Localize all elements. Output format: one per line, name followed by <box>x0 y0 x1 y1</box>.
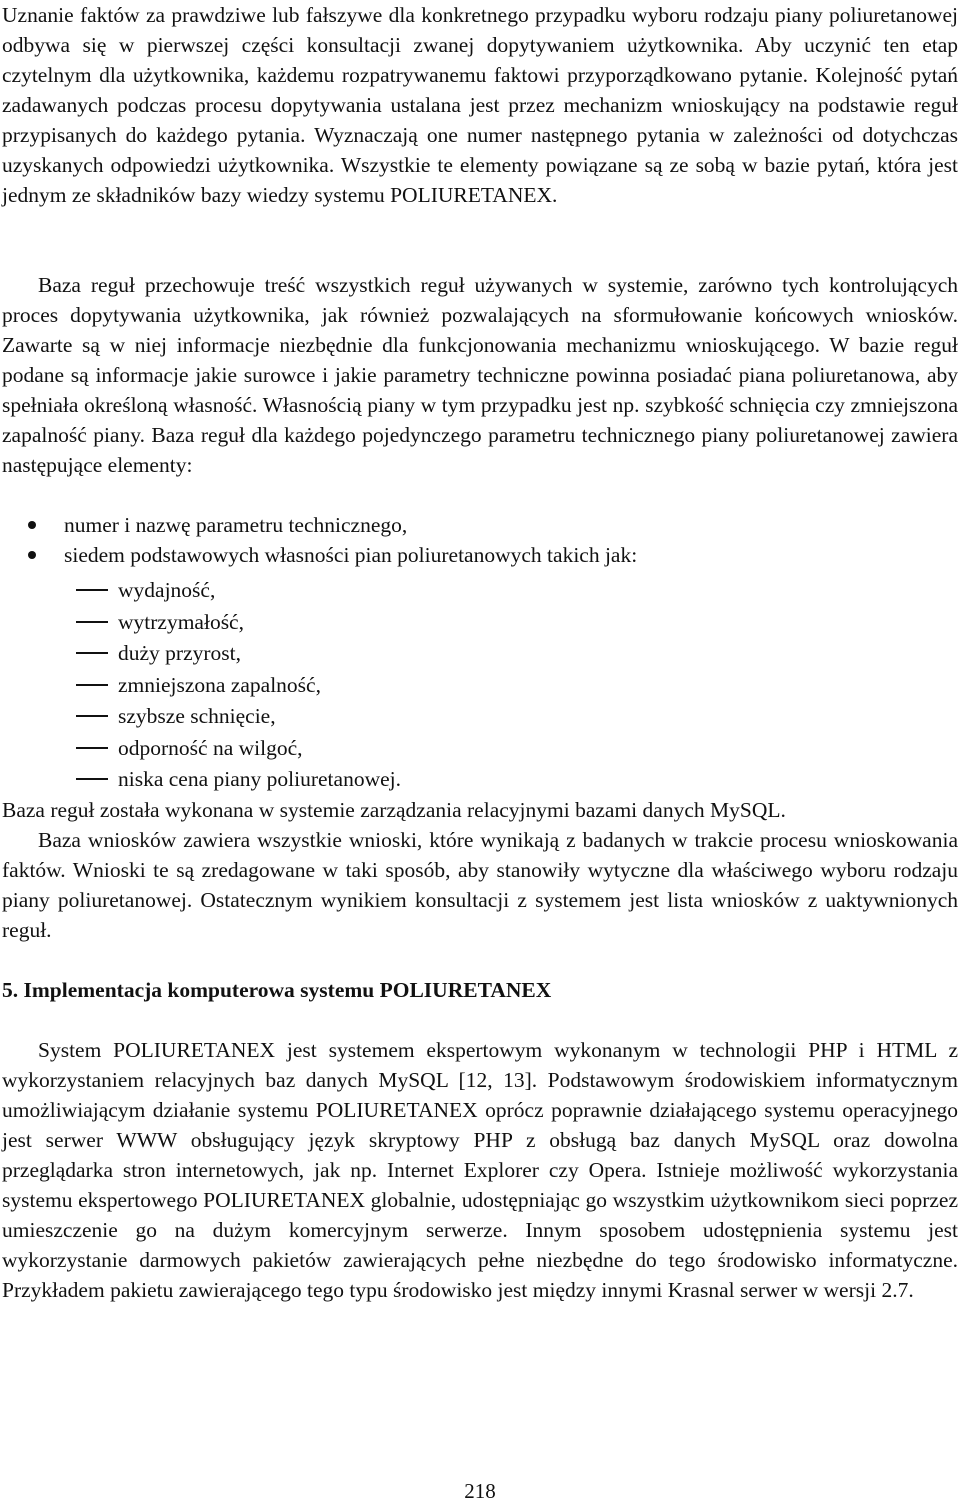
dash-icon <box>76 621 108 623</box>
section-heading: 5. Implementacja komputerowa systemu POLIURETANEX <box>2 978 552 1002</box>
dash-icon <box>76 684 108 686</box>
dash-icon <box>76 715 108 717</box>
list-item <box>0 638 960 670</box>
list-item <box>0 733 960 765</box>
dash-icon <box>76 778 108 780</box>
dash-icon <box>76 747 108 749</box>
paragraph-implementation: System POLIURETANEX jest systemem ekspertowym wykonanym w technologii PHP i HTML z wykorzystaniem relacyjnych baz danych MySQL [12, 13]. Podstawowym środowiskiem informatycznym umożliwiającym działanie systemu POLIURETANEX oprócz poprawnie działającego systemu operacyjnego jest serwer WWW obsługujący język skryptowy PHP z obsługą baz danych MySQL oraz dowolna przeglądarka stron internetowych, jak np. Internet Explorer czy Opera. Istnieje możliwość wykorzystania systemu ekspertowego POLIURETANEX globalnie, udostępniając go wszystkim użytkownikom sieci poprzez umieszczenie go na dużym komercyjnym serwerze. Innym sposobem udostępnienia systemu jest wykorzystanie darmowych pakietów zawierających pełne niezbędne do tego środowisko informatyczne. Przykładem pakietu zawierającego tego typu środowisko jest między innymi Krasnal serwer w wersji 2.7. <box>2 1038 958 1302</box>
list-item-text: zmniejszona zapalność, <box>118 672 321 697</box>
list-item-text: niska cena piany poliuretanowej. <box>118 767 401 791</box>
bullet-icon <box>28 551 36 559</box>
list-item <box>0 510 960 540</box>
bullet-icon <box>28 521 36 529</box>
paragraph-conclusion-base: Baza wniosków zawiera wszystkie wnioski, które wynikają z badanych w trakcie procesu wnioskowania faktów. Wnioski te są zredagowane w taki sposób, aby stanowiły wytyczne dla właściwego wyboru rodzaju piany poliuretanowej. Ostatecznym wynikiem konsultacji z systemem jest lista wniosków z uaktywnionych reguł. <box>2 828 958 942</box>
list-item <box>0 575 960 607</box>
paragraph-mysql: Baza reguł została wykonana w systemie zarządzania relacyjnymi bazami danych MySQL. <box>2 798 786 822</box>
dash-icon <box>76 652 108 654</box>
list-item-text: wytrzymałość, <box>118 609 244 634</box>
list-item-text: siedem podstawowych własności pian poliuretanowych takich jak: <box>64 543 638 567</box>
list-item <box>0 607 960 639</box>
list-item <box>0 670 960 702</box>
dash-icon <box>76 589 108 591</box>
list-item-text: duży przyrost, <box>118 641 241 665</box>
list-item-text: numer i nazwę parametru technicznego, <box>64 513 408 537</box>
bullet-list <box>0 510 960 570</box>
paragraph-fact-recognition: Uznanie faktów za prawdziwe lub fałszywe dla konkretnego przypadku wyboru rodzaju piany poliuretanowej odbywa się w pierwszej części konsultacji zwanej dopytywaniem użytkownika. Aby uczynić ten etap czytelnym dla użytkownika, każdemu rozpatrywanemu faktowi przyporządkowano pytanie. Kolejność pytań zadawanych podczas procesu dopytywania ustalana jest przez mechanizm wnioskujący na podstawie reguł przypisanych do każdego pytania. Wyznaczają one numer następnego pytania w zależności od dotychczas uzyskanych odpowiedzi użytkownika. Wszystkie te elementy powiązane są ze sobą w bazie pytań, która jest jednym ze składników bazy wiedzy systemu POLIURETANEX. <box>2 3 958 207</box>
list-item-text: odporność na wilgoć, <box>118 735 303 760</box>
page-number: 218 <box>464 1479 496 1503</box>
paragraph-rule-base: Baza reguł przechowuje treść wszystkich reguł używanych w systemie, zarówno tych kontrolujących proces dopytywania użytkownika, jak również pozwalających na sformułowanie końcowych wniosków. Zawarte są w niej informacje niezbędnie dla funkcjonowania mechanizmu wnioskującego. W bazie reguł podane są informacje jakie surowce i jakie parametry techniczne powinna posiadać piana poliuretanowa, aby spełniała określoną własność. Własnością piany w tym przypadku jest np. szybkość schnięcia czy zmniejszona zapalność piany. Baza reguł dla każdego pojedynczego parametru technicznego piany poliuretanowej zawiera następujące elementy: <box>2 273 958 477</box>
list-item <box>0 701 960 733</box>
list-item <box>0 764 960 796</box>
list-item-text: szybsze schnięcie, <box>118 704 276 728</box>
property-list <box>0 575 960 796</box>
list-item-text: wydajność, <box>118 578 216 602</box>
list-item <box>0 540 960 570</box>
